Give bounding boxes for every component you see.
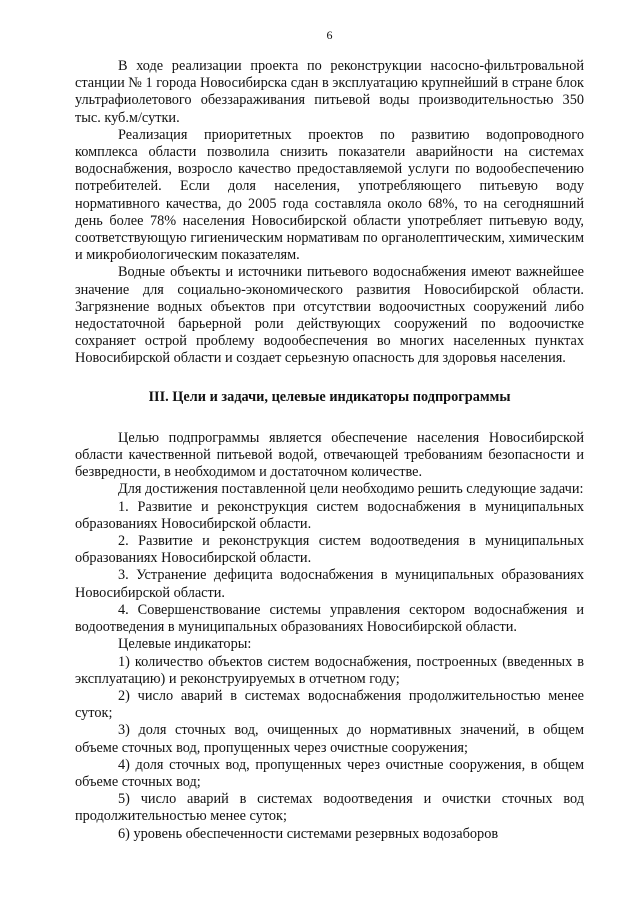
- section-heading: III. Цели и задачи, целевые индикаторы подпрограммы: [148, 388, 511, 405]
- task-item-1: 1. Развитие и реконструкция систем водоснабжения в муниципальных образованиях Новосибирской области.: [75, 498, 584, 532]
- indicator-item-4: 4) доля сточных вод, пропущенных через очистные сооружения, в общем объеме сточных вод;: [75, 756, 584, 790]
- paragraph-uv-disinfection: В ходе реализации проекта по реконструкции насосно-фильтровальной станции № 1 города Новосибирска сдан в эксплуатацию крупнейший в стране блок ультрафиолетового обеззараживания питьевой воды производительностью 350 тыс. куб.м/сутки.: [75, 58, 584, 126]
- indicator-item-6: 6) уровень обеспеченности системами резервных водозаборов: [118, 825, 499, 842]
- paragraph-water-quality: Реализация приоритетных проектов по развитию водопроводного комплекса области позволила снизить показатели аварийности на системах водоснабжения, возросло качество предоставляемой услуги по водообеспечению потребителей. Если доля населения, употребляющего питьевую воду нормативного качества, до 2005 года составляла около 68%, то на сегодняшний день более 78% населения Новосибирской области употребляет питьевую воду, соответствующую гигиеническим нормативам по органолептическим, химическим и микробиологическим показателям.: [75, 126, 584, 264]
- paragraph-tasks-intro: Для достижения поставленной цели необходимо решить следующие задачи:: [118, 481, 584, 498]
- paragraph-water-sources: Водные объекты и источники питьевого водоснабжения имеют важнейшее значение для социально-экономического развития Новосибирской области. Загрязнение водных объектов при отсутствии водоочистных сооружений либо недостаточной барьерной роли действующих сооружений по водоочистке сохраняет острой проблему водообеспечения во многих населенных пунктах Новосибирской области и создает серьезную опасность для здоровья населения.: [75, 264, 584, 367]
- page-number: 6: [326, 28, 333, 42]
- indicator-item-2: 2) число аварий в системах водоснабжения продолжительностью менее суток;: [75, 687, 584, 722]
- indicator-item-1: 1) количество объектов систем водоснабжения, построенных (введенных в эксплуатацию) и реконструируемых в отчетном году;: [75, 653, 584, 687]
- document-page: [75, 28, 584, 843]
- task-item-2: 2. Развитие и реконструкция систем водоотведения в муниципальных образованиях Новосибирской области.: [75, 533, 584, 567]
- indicators-label: Целевые индикаторы:: [118, 636, 252, 653]
- paragraph-goal: Целью подпрограммы является обеспечение населения Новосибирской области качественной питьевой водой, отвечающей требованиям безопасности и безвредности, в необходимом и достаточном количестве.: [75, 429, 584, 481]
- indicator-item-5: 5) число аварий в системах водоотведения и очистки сточных вод продолжительностью менее суток;: [75, 791, 584, 825]
- task-item-3: 3. Устранение дефицита водоснабжения в муниципальных образованиях Новосибирской области.: [75, 567, 584, 601]
- indicator-item-3: 3) доля сточных вод, очищенных до нормативных значений, в общем объеме сточных вод, пропущенных через очистные сооружения;: [75, 722, 584, 756]
- task-item-4: 4. Совершенствование системы управления сектором водоснабжения и водоотведения в муниципальных образованиях Новосибирской области.: [75, 601, 584, 636]
